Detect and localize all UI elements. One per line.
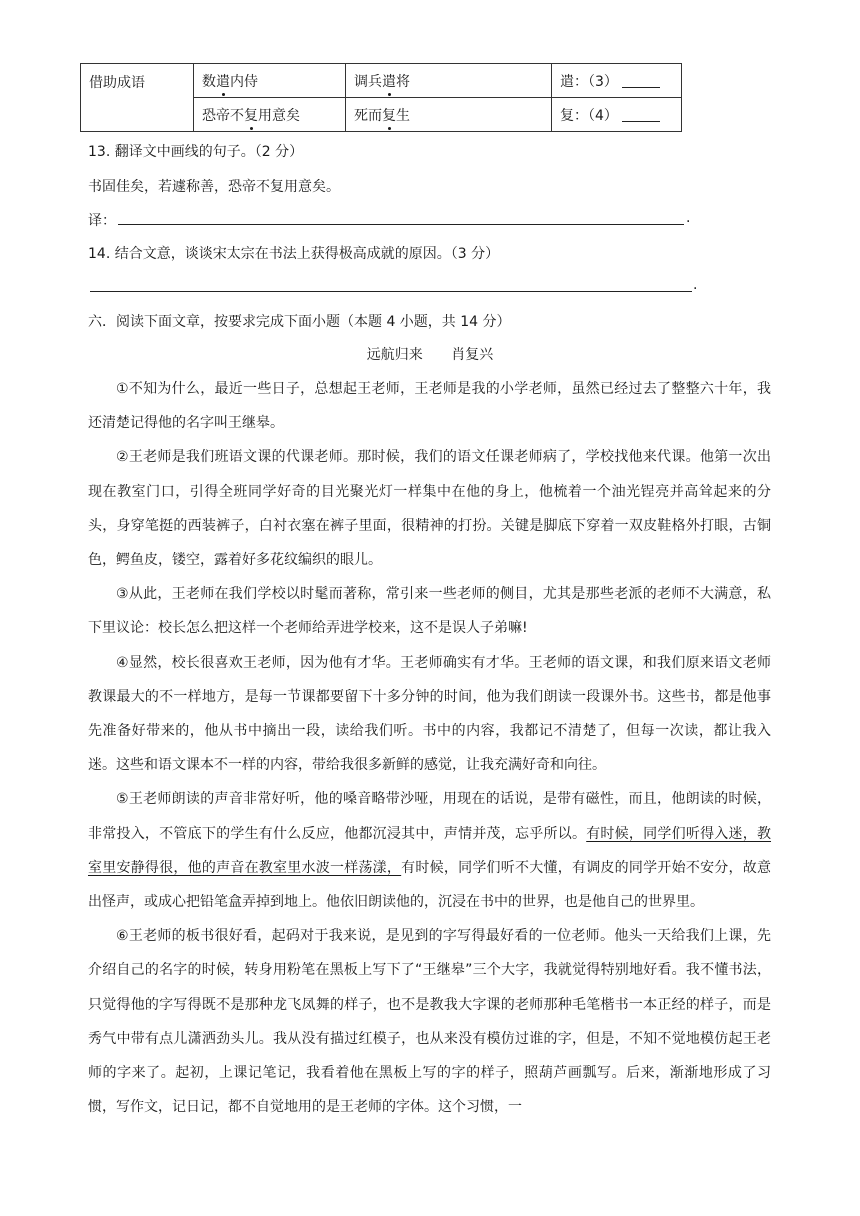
question-14-prompt: 14. 结合文意，谈谈宋太宗在书法上获得极高成就的原因。（3 分） — [88, 246, 500, 262]
answer-blank[interactable] — [622, 73, 660, 88]
target-char: 复 — [560, 107, 574, 124]
table-cell — [346, 64, 552, 98]
table-cell — [552, 98, 682, 132]
underlined-sentence: 有时候，同学们听得入迷，教室里安静得很，他的声音在教室里水波一样荡漾， — [88, 825, 772, 876]
question-13-prompt: 13. 翻译文中画线的句子。（2 分） — [88, 144, 304, 160]
question-number: ：（3） — [574, 73, 618, 90]
key-char: 遣 — [216, 73, 230, 90]
idiom-table — [80, 63, 682, 132]
key-char: 遣 — [382, 73, 396, 90]
table-cell — [552, 64, 682, 98]
article-body — [88, 372, 771, 1124]
table-cell — [346, 98, 552, 132]
category-label: 借助成语 — [89, 75, 145, 91]
question-13-answer-label: 译： — [88, 213, 116, 229]
key-char: 复 — [244, 107, 258, 124]
table-row — [81, 64, 682, 98]
paragraph-text: 有时候，同学们听不大懂，有调皮的同学开始不安分，故意出怪声，或成心把铅笔盒弄掉到地上。他依旧朗读他的，沉浸在书中的世界，也是他自己的世界里。 — [88, 859, 772, 911]
idiom-text: 内侍 — [230, 73, 258, 90]
idiom-text: 死而 — [354, 107, 382, 124]
question-13-answer-line[interactable] — [118, 224, 684, 225]
table-category-cell — [81, 64, 194, 132]
idiom-text: 调兵 — [354, 73, 382, 90]
idiom-text: 恐帝不 — [202, 107, 244, 124]
paragraph-6: ⑥王老师的板书很好看，起码对于我来说，是见到的字写得最好看的一位老师。他头一天给我们上课，先介绍自己的名字的时候，转身用粉笔在黑板上写下了“王继皋”三个大字，我就觉得特别地好看。我不懂书法，只觉得他的字写得既不是那种龙飞凤舞的样子，也不是教我大字课的老师那种毛笔楷书一本正经的样子，而是秀气中带有点儿潇洒劲头儿。我从没有描过红模子，也从来没有模仿过谁的字，但是，不知不觉地模仿起王老师的字来了。起初，上课记笔记，我看着他在黑板上写的字的样子，照葫芦画瓢写。后来，渐渐地形成了习惯，写作文，记日记，都不自觉地用的是王老师的字体。这个习惯，一 — [88, 928, 771, 1116]
article-title-line — [0, 344, 860, 364]
answer-blank[interactable] — [622, 107, 660, 122]
key-char: 复 — [382, 107, 396, 124]
idiom-text: 将 — [396, 73, 410, 90]
table-cell — [194, 98, 346, 132]
answer-end-mark: . — [686, 210, 691, 226]
paragraph-2: ②王老师是我们班语文课的代课老师。那时候，我们的语文任课老师病了，学校找他来代课。他第一次出现在教室门口，引得全班同学好奇的目光聚光灯一样集中在他的身上，他梳着一个油光锃亮并高耸起来的分头，身穿笔挺的西装裤子，白衬衣塞在裤子里面，很精神的打扮。关键是脚底下穿着一双皮鞋格外打眼，古铜色，鳄鱼皮，镂空，露着好多花纹编织的眼儿。 — [88, 449, 771, 569]
target-char: 遣 — [560, 73, 574, 90]
idiom-text: 用意矣 — [258, 107, 300, 124]
section-heading: 六．阅读下面文章，按要求完成下面小题（本题 4 小题，共 14 分） — [88, 314, 511, 330]
question-number: ：（4） — [574, 107, 618, 124]
paragraph-3: ③从此，王老师在我们学校以时髦而著称，常引来一些老师的侧目，尤其是那些老派的老师不大满意，私下里议论：校长怎么把这样一个老师给弄进学校来，这不是误人子弟嘛! — [88, 586, 771, 637]
answer-end-mark: . — [693, 277, 698, 293]
question-14-answer-line[interactable] — [90, 291, 692, 292]
article-title: 远航归来 — [366, 347, 423, 363]
paragraph-text: ⑤王老师朗读的声音非常好听，他的嗓音略带沙哑，用现在的话说，是带有磁性，而且，他朗读的时候，非常投入，不管底下的学生有什么反应，他都沉浸其中，声情并茂，忘乎所以。 — [88, 791, 771, 842]
paragraph-4: ④显然，校长很喜欢王老师，因为他有才华。王老师确实有才华。王老师的语文课，和我们原来语文老师教课最大的不一样地方，是每一节课都要留下十多分钟的时间，他为我们朗读一段课外书。这些书，都是他事先准备好带来的，他从书中摘出一段，读给我们听。书中的内容，我都记不清楚了，但每一次读，都让我入迷。这些和语文课本不一样的内容，带给我很多新鲜的感觉，让我充满好奇和向往。 — [88, 654, 771, 774]
table-cell — [194, 64, 346, 98]
idiom-text: 生 — [396, 107, 410, 124]
paragraph-1: ①不知为什么，最近一些日子，总想起王老师，王老师是我的小学老师，虽然已经过去了整整六十年，我还清楚记得他的名字叫王继皋。 — [88, 381, 771, 432]
paragraph-5 — [88, 782, 771, 919]
question-13-sentence: 书固佳矣，若遽称善，恐帝不复用意矣。 — [88, 179, 340, 195]
article-author: 肖复兴 — [451, 347, 494, 363]
idiom-text: 数 — [202, 73, 216, 90]
